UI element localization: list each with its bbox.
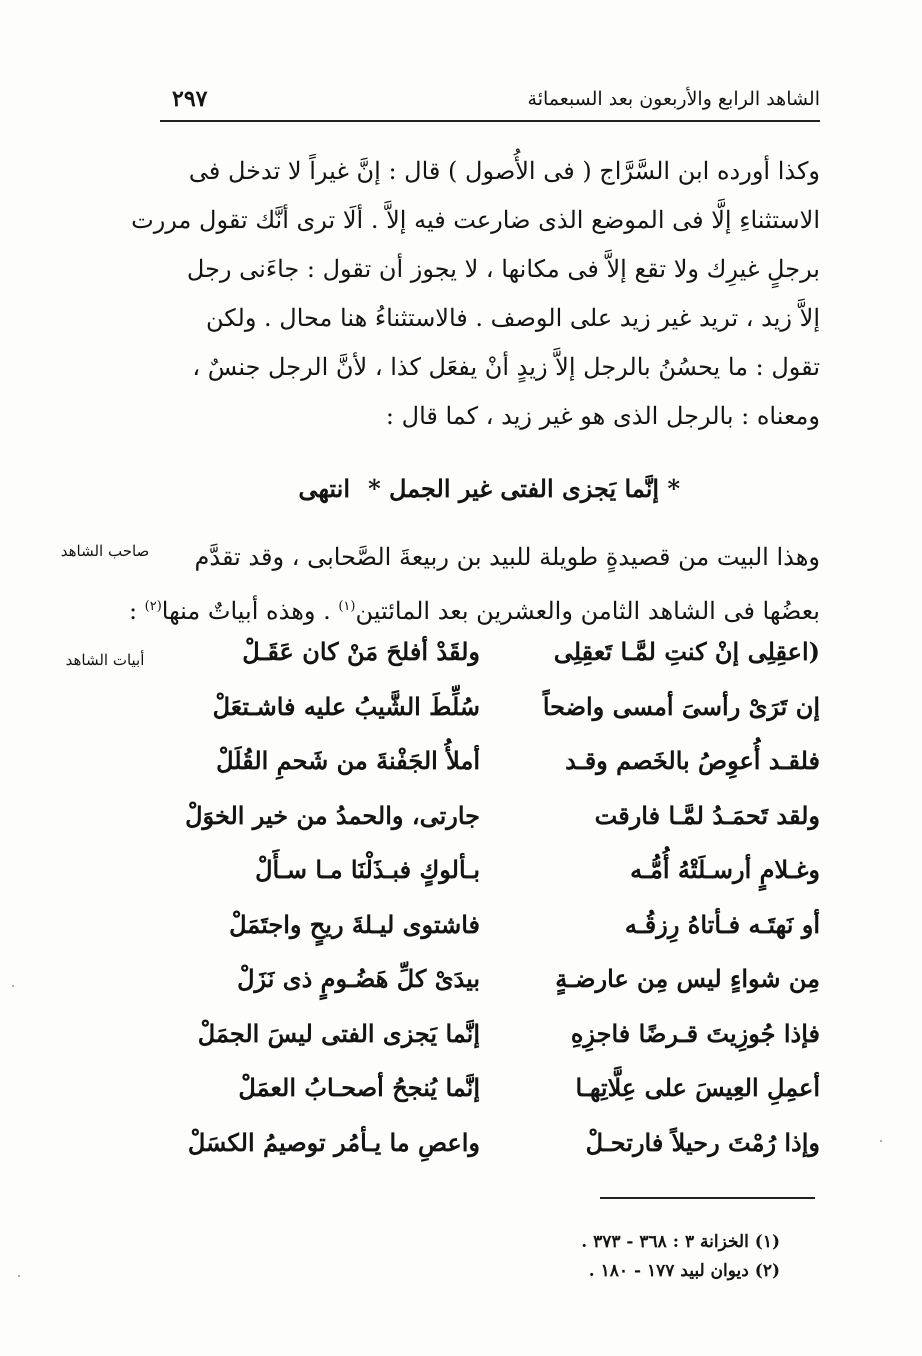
verse-second-hemistich: أملأُ الجَفْنةَ من شَحمِ القُلَلْ	[216, 746, 480, 775]
page-header	[160, 86, 820, 122]
page-number: ٢٩٧	[172, 86, 208, 112]
verse-first-hemistich: إن تَرَىْ رأسىَ أمسى واضحاً	[542, 691, 820, 721]
verse-second-hemistich: بـألوكٍ فبـذَلْنَا مـا سـأَلْ	[255, 855, 480, 884]
hemistich-text: * إنَّما يَجزى الفتى غير الجمل *	[368, 474, 680, 503]
text-segment: :	[128, 597, 145, 625]
verse-second-hemistich: ولقَدْ أفلحَ مَنْ كان عَقَـلْ	[242, 637, 480, 666]
verse-line	[160, 855, 820, 910]
text-line: تقول : ما يحسُنُ بالرجل إلاَّ زيدٍ أنْ يفعَل كذا ، لأنَّ الرجل جنسٌ ،	[192, 353, 820, 381]
verse-first-hemistich: فلقـد أُعوِصُ بالخَصم وقـد	[565, 746, 820, 775]
verse-second-hemistich: إنَّما يَجزى الفتى ليسَ الجمَلْ	[197, 1018, 480, 1048]
footnote-ref[interactable]: (١)	[338, 599, 356, 614]
verse-first-hemistich: وغـلامٍ أرسـلَتْهُ أُمُّـه	[630, 855, 820, 884]
verse-line	[160, 692, 820, 747]
footnote-ref[interactable]: (٢)	[144, 599, 162, 614]
poem-verses	[160, 637, 820, 1182]
text-line: وهذا البيت من قصيدةٍ طويلة للبيد بن ربيعةَ الصَّحابى ، وقد تقدَّم	[194, 543, 820, 571]
verse-first-hemistich: (اعقِلِى إنْ كنتِ لمَّـا تَعقِلِى	[553, 637, 820, 666]
verse-second-hemistich: واعصِ ما يـأمُر توصيمُ الكسَلْ	[187, 1127, 480, 1157]
verse-second-hemistich: سُلِّطَ الشَّيبُ عليه فاشـتعَلْ	[212, 691, 480, 721]
verse-line	[160, 1073, 820, 1128]
verse-first-hemistich: أو نَهتَـه فـأتاهُ رِزقُـه	[624, 909, 820, 939]
verse-second-hemistich: فاشتوى ليـلةَ ريحٍ واجتَمَلْ	[229, 909, 480, 939]
text-segment: بعضُها فى الشاهد الثامن والعشرين بعد المائتين	[355, 597, 820, 625]
verse-second-hemistich: بيدَىْ كلِّ هَضُـومٍ ذى نَزَلْ	[237, 964, 480, 993]
verse-second-hemistich: إنَّما يُنجحُ أصحـابُ العمَلْ	[238, 1073, 480, 1102]
text-line: إلاَّ زيد ، تريد غير زيد على الوصف . فالاستثناءُ هنا محال . ولكن	[205, 304, 820, 332]
verse-first-hemistich: وإذا رُمْتَ رحيلاً فارتحـلْ	[585, 1127, 820, 1157]
scan-speck	[18, 1275, 20, 1277]
verse-first-hemistich: أعمِلِ العِيسَ على عِلَّاتِهـا	[575, 1073, 820, 1102]
text-line: ومعناه : بالرجل الذى هو غير زيد ، كما قال :	[385, 402, 820, 430]
scan-speck	[12, 985, 14, 987]
verse-line	[160, 964, 820, 1019]
margin-note-verses: أبيات الشاهد	[65, 651, 145, 669]
running-head: الشاهد الرابع والأربعون بعد السبعمائة	[527, 88, 820, 110]
verse-first-hemistich: مِن شواءٍ ليس مِن عارضـةٍ	[555, 964, 820, 993]
text-line: وكذا أورده ابن السَّرَّاج ( فى الأُصول ) قال : إنَّ غيراً لا تدخل فى	[188, 157, 820, 185]
text-line: برجلٍ غيرِك ولا تقع إلاَّ فى مكانها ، لا يجوز أن تقول : جاءَنى رجل	[186, 255, 820, 283]
paragraph-ibn-sarraj	[131, 147, 820, 441]
verse-line	[160, 1128, 820, 1183]
verse-line	[160, 746, 820, 801]
footnote-divider	[600, 1197, 815, 1199]
hemistich-end-word: انتهى	[298, 474, 350, 503]
verse-first-hemistich: فإذا جُوزِيتَ قـرضًا فاجزِهِ	[570, 1018, 820, 1048]
verse-line	[160, 801, 820, 856]
footnote-2: (٢) ديوان لبيد ١٧٧ - ١٨٠ .	[588, 1261, 780, 1281]
text-line	[128, 582, 820, 636]
verse-first-hemistich: ولقد تَحمَـدُ لمَّـا فارقت	[594, 800, 820, 830]
paragraph-poem-intro	[128, 533, 820, 636]
footnotes	[581, 1228, 780, 1286]
verse-line	[160, 1019, 820, 1074]
scan-speck	[880, 1140, 882, 1142]
verse-second-hemistich: جارتى، والحمدُ من خير الخوَلْ	[185, 800, 480, 830]
text-segment: . وهذه أبياتٌ منها	[161, 597, 339, 625]
verse-line	[160, 637, 820, 692]
margin-note-owner: صاحب الشاهد	[60, 542, 150, 560]
verse-line	[160, 910, 820, 965]
text-line: الاستثناءِ إلَّا فى الموضع الذى ضارعت فيه إلاَّ . ألَا ترى أنَّك تقول مررت	[131, 206, 820, 234]
footnote-1: (١) الخزانة ٣ : ٣٦٨ - ٣٧٣ .	[581, 1232, 780, 1252]
